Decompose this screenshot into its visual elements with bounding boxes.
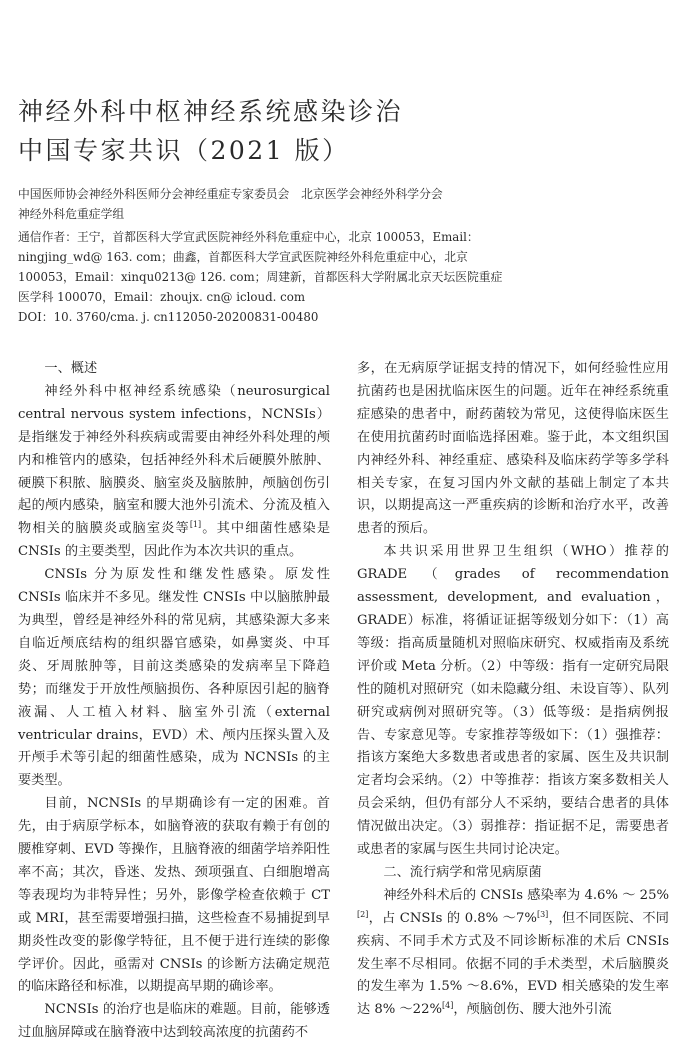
paragraph xyxy=(357,885,669,1022)
paragraph: 本共识采用世界卫生组织（WHO）推荐的 GRADE（grades of recommendation assessment, development, and evaluation，GRADE）标准，将循证证据等级划分如下：（1）高等级：指高质量随机对照临床研究、权威指南及系统评价或 Meta 分析。（2）中等级：指有一定研究局限性的随机对照研究（如未隐藏分组、未设盲等）、队列研究或病例对照研究等。（3）低等级：是指病例报告、专家意见等。专家推荐等级如下：（1）强推荐：指该方案绝大多数患者或患者的家属、医生及共识制定者均会采纳。（2）中等推荐：指该方案多数相关人员会采纳，但仍有部分人不采纳，要结合患者的具体情况做出决定。（3）弱推荐：指证据不足，需要患者或患者的家属与医生共同讨论决定。 xyxy=(357,544,669,858)
citation: [3] xyxy=(536,909,549,919)
paragraph: 目前，NCNSIs 的早期确诊有一定的困难。首先，由于病原学标本，如脑脊液的获取有赖于有创的腰椎穿刺、EVD 等操作，且脑脊液的细菌学培养阳性率不高；其次，昏迷、发热、颈项强直、白细胞增高等表现均为非特异性；另外，影像学检查依赖于 CT 或 MRI，甚至需要增强扫描，这些检查不易捕捉到早期炎性改变的影像学特征，且不便于进行连续的影像学评价。因此，亟需对 CNSIs 的诊断方法确定规范的临床路径和标准，以期提高早期的确诊率。 xyxy=(18,796,330,995)
citation: [4] xyxy=(442,1001,454,1011)
paragraph-text: ，但不同医院、不同疾病、不同手术方式及不同诊断标准的术后 CNSIs 发生率不尽相同。依据不同的手术类型，术后脑膜炎的发生率为 1.5% ～8.6%，EVD 相关感染的发生率达 8% ～22% xyxy=(357,910,669,1018)
section-heading-overview: 一、概述 xyxy=(44,361,98,376)
title-line-2: 中国专家共识（2021 版） xyxy=(18,136,350,165)
right-column xyxy=(357,358,669,1022)
paragraph-text: 神经外科中枢神经系统感染（neurosurgical central nervous system infections，NCNSIs）是指继发于神经外科疾病或需要由神经外科处理的颅内和椎管内的感染，包括神经外科术后硬膜外脓肿、硬膜下积脓、脑膜炎、脑室炎及脑脓肿，颅脑创伤引起的颅内感染，脑室和腰大池外引流术、分流及植入物相关的脑膜炎或脑室炎等 xyxy=(18,383,330,537)
author-info xyxy=(18,184,578,327)
section-heading-epidemiology: 二、流行病学和常见病原菌 xyxy=(383,864,542,880)
org-line-2: 神经外科危重症学组 xyxy=(18,207,125,221)
paragraph: NCNSIs 的治疗也是临床的难题。目前，能够透过血脑屏障或在脑脊液中达到较高浓度的抗菌药不 xyxy=(18,1002,330,1041)
correspondence-line-4: 医学科 100070，Email：zhoujx. cn@ icloud. com xyxy=(18,290,306,304)
paragraph-text: ，占 CNSIs 的 0.8% ～7% xyxy=(368,910,537,926)
left-column xyxy=(18,358,330,1045)
correspondence-line-2: ningjing_wd@ 163. com；曲鑫，首都医科大学宣武医院神经外科危重症中心，北京 xyxy=(18,250,468,264)
org-line-1: 中国医师协会神经外科医师分会神经重症专家委员会 北京医学会神经外科学分会 xyxy=(18,187,443,201)
paragraph: CNSIs 分为原发性和继发性感染。原发性 CNSIs 临床并不多见。继发性 CNSIs 中以脑脓肿最为典型，曾经是神经外科的常见病，其感染源大多来自临近颅底结构的组织器官感染，如鼻窦炎、中耳炎、牙周脓肿等，目前这类感染的发病率呈下降趋势；而继发于开放性颅脑损伤、各种原因引起的脑脊液漏、人工植入材料、脑室外引流（external ventricular drains，EVD）术、颅内压探头置入及开颅手术等引起的细菌性感染，成为 NCNSIs 的主要类型。 xyxy=(18,567,330,789)
paragraph-text: ，颅脑创伤、腰大池外引流 xyxy=(453,1002,612,1018)
paragraph-text: 神经外科术后的 CNSIs 感染率为 4.6% ～ 25% xyxy=(383,887,669,903)
correspondence-line-3: 100053，Email：xinqu0213@ 126. com；周建新，首都医科大学附属北京天坛医院重症 xyxy=(18,270,503,284)
paragraph xyxy=(18,381,330,564)
paragraph: 多，在无病原学证据支持的情况下，如何经验性应用抗菌药也是困扰临床医生的问题。近年在神经系统重症感染的患者中，耐药菌较为常见，这使得临床医生在使用抗菌药时面临选择困难。鉴于此，本文组织国内神经外科、神经重症、感染科及临床药学等多学科相关专家，在复习国内外文献的基础上制定了本共识，以期提高这一严重疾病的诊断和治疗水平，改善患者的预后。 xyxy=(357,361,669,537)
paragraph-text: 。其中细菌性感染是 CNSIs 的主要类型，因此作为本次共识的重点。 xyxy=(18,521,331,560)
citation: [1] xyxy=(189,520,202,530)
correspondence-line-1: 通信作者：王宁，首都医科大学宣武医院神经外科危重症中心，北京 100053，Email： xyxy=(18,230,479,244)
title-line-1: 神经外科中枢神经系统感染诊治 xyxy=(18,97,404,126)
doi: DOI：10. 3760/cma. j. cn112050-20200831-00480 xyxy=(18,310,319,324)
citation: [2] xyxy=(357,909,369,919)
